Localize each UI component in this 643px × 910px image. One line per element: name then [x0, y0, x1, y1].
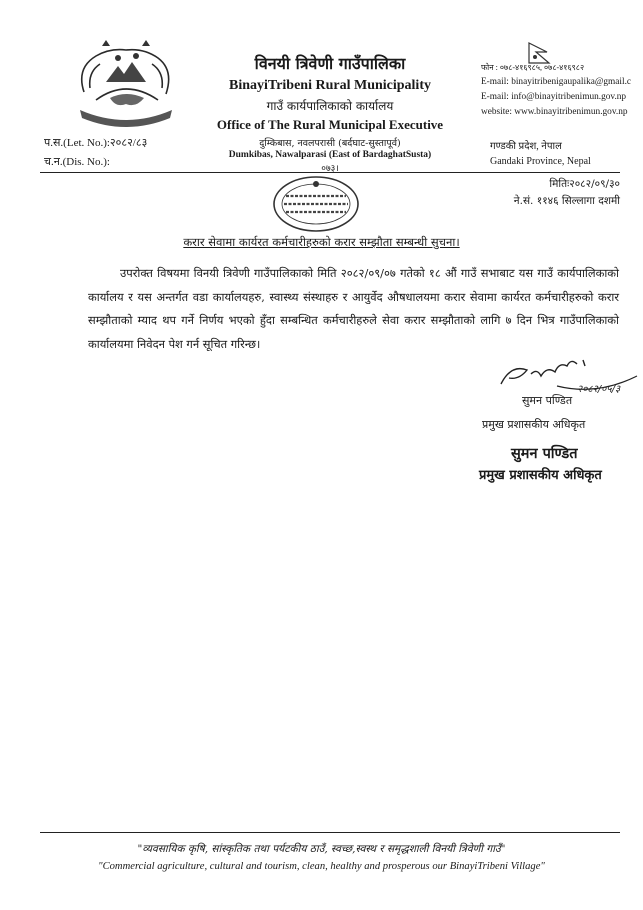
email-primary[interactable]: E-mail: binayitribenigaupalika@gmail.c: [481, 77, 632, 87]
office-stamp-icon: [270, 174, 362, 234]
header-divider: [40, 172, 620, 173]
province-en: Gandaki Province, Nepal: [490, 156, 591, 167]
body-paragraph: उपरोक्त विषयमा विनयी त्रिवेणी गाउँपालिकाको मिति २०८२/०९/०७ गतेको १८ औं गाउँ सभाबाट यस गाउँ कार्यपालिकाको कार्यालय र यस अन्तर्गत वडा कार्यालयहरु, स्वास्थ्य संस्थाहरु र आयुर्वेद औषधालयमा करार सेवामा कार्यरत कर्मचारीहरुको करार सम्झौताको म्याद थप गर्ने निर्णय भएको हुँदा सम्बन्धित कर्मचारीहरुले सेवा करार सम्झौताको लागि ७ दिन भित्र गाउँपालिकाको कार्यालयमा निवेदन पेश गर्न सूचित गरिन्छ।: [88, 266, 619, 351]
province-block: [490, 139, 591, 169]
office-code: ०७३।: [321, 164, 339, 174]
contact-block: [481, 60, 631, 120]
subject-text: करार सेवामा कार्यरत कर्मचारीहरुको करार सम्झौता सम्बन्धी सुचना।: [183, 235, 460, 249]
province-np: गण्डकी प्रदेश, नेपाल: [490, 141, 562, 152]
municipality-name-en: BinayiTribeni Rural Municipality: [229, 78, 431, 93]
stamp-signatory-title: प्रमुख प्रशासकीय अधिकृत: [479, 468, 602, 483]
footer-divider: [40, 832, 620, 833]
municipality-name-np: विनयी त्रिवेणी गाउँपालिका: [254, 54, 406, 73]
website-link[interactable]: website: www.binayitribenimun.gov.np: [481, 107, 628, 117]
notice-body: [88, 262, 619, 356]
email-secondary[interactable]: E-mail: info@binayitribenimun.gov.np: [481, 92, 627, 102]
date-nepal-sambat: ने.सं. ११४६ सिल्लागा दशमी: [513, 195, 620, 207]
date-bs: मितिः२०८२/०९/३०: [549, 178, 620, 190]
dispatch-number: च.न.(Dis. No.):: [44, 156, 110, 168]
office-name-np: गाउँ कार्यपालिकाको कार्यालय: [266, 99, 394, 113]
address-np: दुम्किबास, नवलपरासी (बर्दघाट-सुस्तापूर्व): [259, 138, 401, 149]
signatory-title: प्रमुख प्रशासकीय अधिकृत: [482, 418, 586, 431]
phone-number: फोन : ०७८-४१६९८५, ०७८-४१६९८२: [481, 63, 585, 72]
date-block: [480, 176, 620, 210]
svg-text:२०८२/०५/३: २०८२/०५/३: [577, 384, 621, 395]
footer-slogan-en: "Commercial agriculture, cultural and tourism, clean, healthy and prosperous our BinayiTribeni Village": [98, 861, 545, 872]
footer-slogan-np: "व्यवसायिक कृषि, सांस्कृतिक तथा पर्यटकीय ठाउँ, स्वच्छ,स्वस्थ र समृद्धशाली विनयी त्रिवेणी गाउँ": [137, 843, 506, 855]
stamp-signatory-name: सुमन पण्डित: [511, 446, 578, 462]
reference-block: [44, 134, 147, 172]
office-name-en: Office of The Rural Municipal Executive: [216, 117, 444, 132]
letterhead: [205, 52, 455, 174]
address-en: Dumkibas, Nawalparasi (East of BardaghatSusta): [228, 150, 432, 160]
letter-number: प.स.(Let. No.):२०८२/८३: [44, 137, 148, 149]
signatory-name: सुमन पण्डित: [522, 394, 573, 407]
subject-line: [0, 231, 643, 250]
nepal-emblem-icon: [66, 38, 186, 132]
